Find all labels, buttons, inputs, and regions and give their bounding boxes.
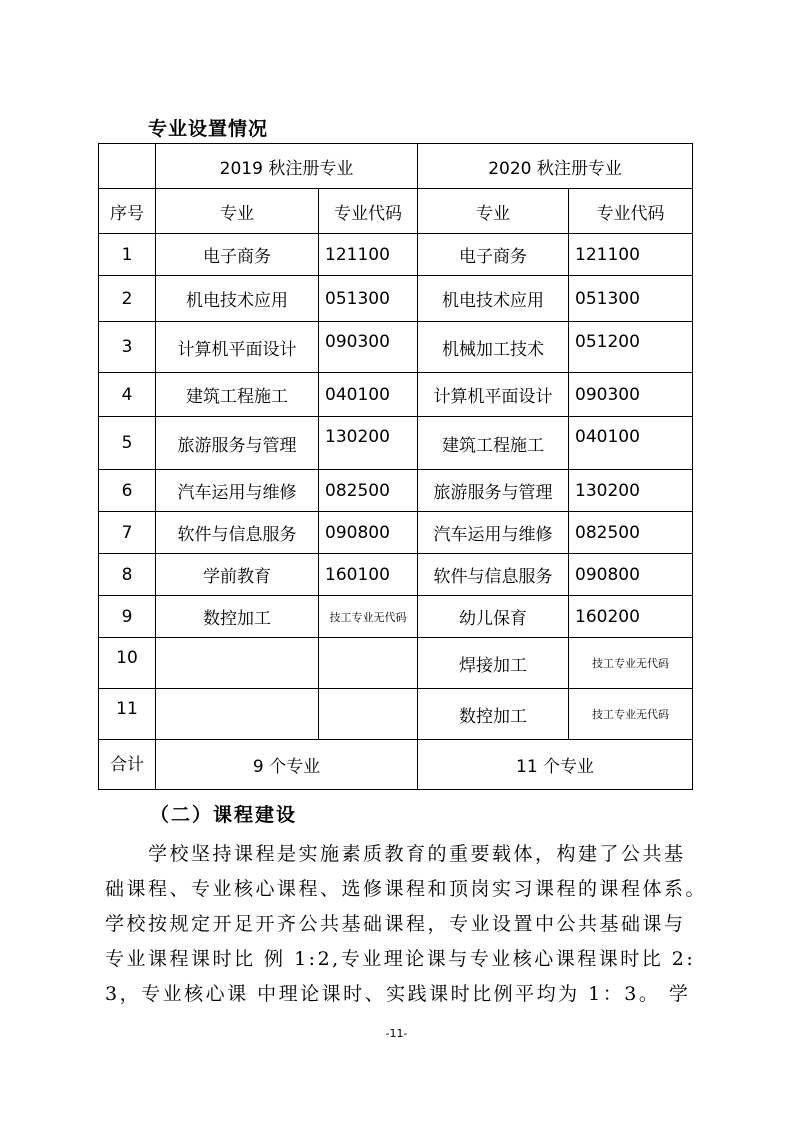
major-2020-cell: 焊接加工 [418,638,569,689]
major-2020-cell: 软件与信息服务 [418,554,569,596]
code-2019-cell: 090800 [319,512,418,554]
paragraph-line: 学校坚持课程是实施素质教育的重要载体，构建了公共基 [105,843,686,865]
code-2020-cell: 121100 [569,234,693,276]
section-title: 专业设置情况 [148,118,269,140]
major-2019-cell: 建筑工程施工 [156,373,319,417]
major-2019-cell [156,638,319,689]
table-total-row [99,740,693,790]
major-2019-cell: 机电技术应用 [156,276,319,322]
major-2019-cell: 数控加工 [156,596,319,638]
code-2020-cell: 160200 [569,596,693,638]
body-paragraph [105,837,708,1012]
seq-cell: 8 [99,554,156,596]
seq-cell: 5 [99,417,156,470]
table-row [99,638,693,689]
seq-cell: 2 [99,276,156,322]
table-column-header-row [99,189,693,234]
major-2019-cell: 旅游服务与管理 [156,417,319,470]
header-2019: 2019 秋注册专业 [156,144,418,189]
col-code-2020-header: 专业代码 [569,189,693,234]
paragraph-line: 3，专业核心课 中理论课时、实践课时比例平均为 1：3。 学 [105,983,691,1005]
major-2019-cell: 软件与信息服务 [156,512,319,554]
table-row [99,417,693,470]
code-2019-cell: 040100 [319,373,418,417]
total-label-cell: 合计 [99,740,156,790]
major-2020-cell: 机电技术应用 [418,276,569,322]
code-2019-cell: 090300 [319,322,418,373]
seq-cell: 4 [99,373,156,417]
table-row [99,373,693,417]
major-table [98,143,693,790]
code-2020-cell: 040100 [569,417,693,470]
table-year-header-row [99,144,693,189]
col-seq-header: 序号 [99,189,156,234]
table-row [99,322,693,373]
col-major-2020-header: 专业 [418,189,569,234]
table-row [99,554,693,596]
code-2020-cell: 082500 [569,512,693,554]
total-2019-cell: 9 个专业 [156,740,418,790]
subsection-title: （二）课程建设 [150,804,298,826]
seq-cell: 6 [99,470,156,512]
code-2020-cell: 技工专业无代码 [569,689,693,740]
code-2019-cell [319,638,418,689]
page-number: -11- [385,1027,408,1040]
code-2020-cell: 051200 [569,322,693,373]
major-2019-cell: 汽车运用与维修 [156,470,319,512]
code-2020-cell: 技工专业无代码 [569,638,693,689]
table-row [99,689,693,740]
seq-cell: 7 [99,512,156,554]
major-2020-cell: 数控加工 [418,689,569,740]
seq-cell: 1 [99,234,156,276]
code-2020-cell: 130200 [569,470,693,512]
major-2019-cell: 计算机平面设计 [156,322,319,373]
table-row [99,512,693,554]
table-corner-cell [99,144,156,189]
major-2020-cell: 幼儿保育 [418,596,569,638]
code-2019-cell [319,689,418,740]
seq-cell: 9 [99,596,156,638]
major-2020-cell: 旅游服务与管理 [418,470,569,512]
header-2020: 2020 秋注册专业 [418,144,693,189]
col-code-2019-header: 专业代码 [319,189,418,234]
seq-cell: 3 [99,322,156,373]
code-2019-cell: 130200 [319,417,418,470]
paragraph-line: 专业课程课时比 例 1:2,专业理论课与专业核心课程课时比 2: [105,948,696,970]
col-major-2019-header: 专业 [156,189,319,234]
code-2020-cell: 051300 [569,276,693,322]
code-2019-cell: 技工专业无代码 [319,596,418,638]
major-2020-cell: 电子商务 [418,234,569,276]
paragraph-line: 学校按规定开足开齐公共基础课程，专业设置中公共基础课与 [105,913,686,935]
seq-cell: 10 [99,638,156,689]
table-row [99,470,693,512]
major-2019-cell: 学前教育 [156,554,319,596]
major-2019-cell [156,689,319,740]
code-2020-cell: 090300 [569,373,693,417]
code-2019-cell: 051300 [319,276,418,322]
major-2020-cell: 机械加工技术 [418,322,569,373]
table-row [99,234,693,276]
table-row [99,596,693,638]
major-2019-cell: 电子商务 [156,234,319,276]
seq-cell: 11 [99,689,156,740]
code-2020-cell: 090800 [569,554,693,596]
code-2019-cell: 121100 [319,234,418,276]
major-2020-cell: 汽车运用与维修 [418,512,569,554]
paragraph-line: 础课程、专业核心课程、选修课程和顶岗实习课程的课程体系。 [105,878,708,900]
table-row [99,276,693,322]
code-2019-cell: 082500 [319,470,418,512]
major-2020-cell: 建筑工程施工 [418,417,569,470]
code-2019-cell: 160100 [319,554,418,596]
major-2020-cell: 计算机平面设计 [418,373,569,417]
total-2020-cell: 11 个专业 [418,740,693,790]
